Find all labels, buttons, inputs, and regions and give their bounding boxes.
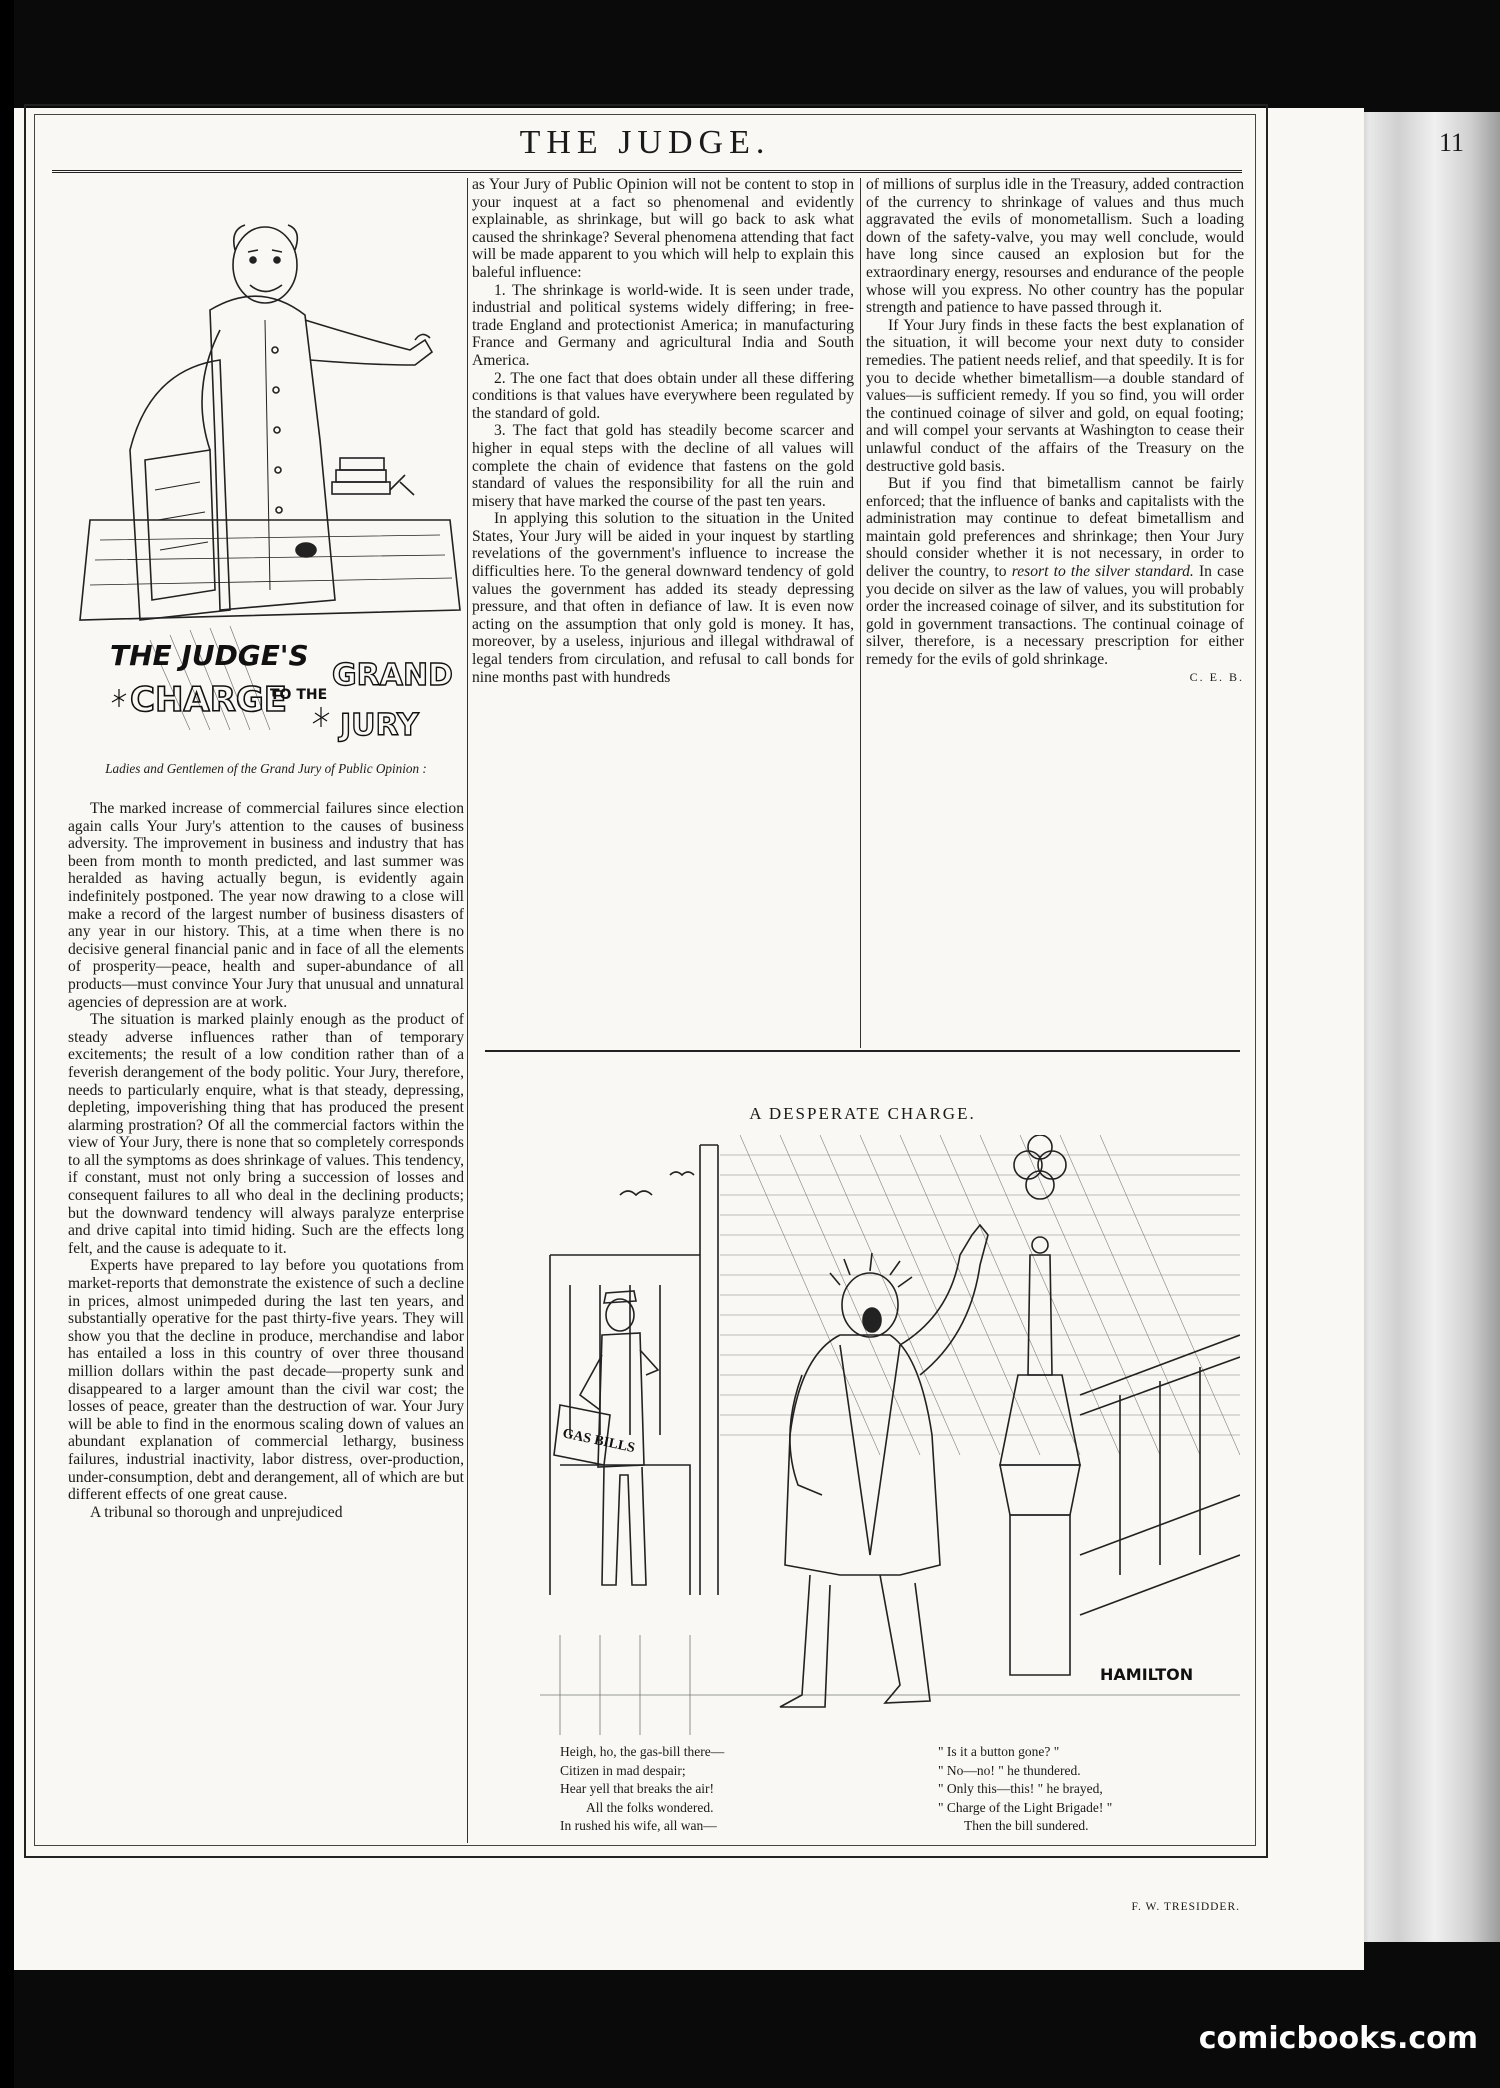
cartoon-rule — [485, 1050, 1240, 1052]
article-column-1 — [68, 800, 464, 1521]
italic-text-run: resort to the silver standard. — [1011, 563, 1194, 581]
paragraph: The marked increase of commercial failures since election again calls Your Jury's attention to the causes of business adversity. The improvement in business and industry that has been from month to month predicted, and last summer was heralded as having actually begun, is evidently again indefinitely postponed. The year now drawing to a close will make a record of the largest number of business disasters of any year in our history. This, at a time when there is no decisive general financial panic and in face of all the elements of prosperity—peace, health and super-abundance of all products—must convince Your Jury that unusual and unnatural agencies of depression are at work. — [68, 800, 464, 1011]
scan-edge — [0, 0, 14, 2088]
masthead-title: THE JUDGE. — [519, 124, 771, 161]
satchel-label: GAS BILLS — [561, 1426, 637, 1457]
paragraph: as Your Jury of Public Opinion will not be content to stop in your inquest at a fact so phenomenal and evidently explainable, as shrinkage, but will go back to ask what caused the shrinkage? Several phenomena attending that fact will be made apparent to you which will help to explain this baleful influence: — [472, 176, 854, 281]
paragraph: The situation is marked plainly enough as the product of steady adverse influences rather than of temporary excitements; the result of a low condition rather than of a feverish derangement of the body politic. Your Jury, therefore, needs to particularly enquire, what is that steady, depressing, depleting, impoverishing thing that has produced the present alarming prostration? Of all the commercial factors within the view of Your Jury, there is none that so completely corresponds to all the symptoms as does shrinkage of values. This tendency, if constant, must not only bring a succession of losses and consequent failures to all who deal in the declining products; but the downward tendency will always paralyze enterprise and drive capital into timid hiding. Such are the effects long felt, and the cause is adequate to it. — [68, 1011, 464, 1257]
paragraph: 1. The shrinkage is world-wide. It is seen under trade, industrial and political systems widely differing; in free-trade England and protectionist America; in manufacturing France and Germany and agricultural India and South America. — [472, 281, 854, 369]
book-page-edges — [1355, 112, 1500, 1942]
paragraph: In applying this solution to the situation in the United States, Your Jury will be aided in your inquest by startling revelations of the government's influence to increase the difficulties here. To the general downward tendency of gold values the government has added its steady depressing pressure, and that often in defiance of law. It is even now acting on the assumption that only gold is money. It has, moreover, by a useless, injurious and illegal withdrawal of legal tenders from circulation, and refusal to call bonds for nine months past with hundreds — [472, 510, 854, 686]
poem-author: F. W. TRESIDDER. — [1131, 1901, 1240, 1913]
column-rule — [860, 178, 861, 1048]
page-number: 11 — [1438, 128, 1464, 157]
poem-line: " Is it a button gone? " — [938, 1744, 1060, 1759]
article-column-3 — [866, 176, 1244, 686]
column-rule — [467, 178, 468, 1843]
paragraph — [866, 475, 1244, 669]
text-run: In case you decide on silver as the law of values, you will probably order the increased coinage of silver, and its substitution for gold in government transactions. The continual coinage of silver, therefore, is a necessary prescription for either remedy for the evils of gold shrinkage. — [866, 563, 1244, 669]
article-headline-art — [100, 625, 470, 750]
paragraph: of millions of surplus idle in the Treasury, added contraction of the currency to shrinkage of values and thus much aggravated the evils of monometallism. Such a loading down of the safety-valve, you may well conclude, would have long since caused an explosion but for the extraordinary energy, resourses and endurance of the people whose will you express. No other country has the popular strength and patience to have passed through it. — [866, 176, 1244, 317]
cartoon-illustration — [540, 1135, 1240, 1735]
art-headline-line1: THE JUDGE'S — [110, 639, 309, 672]
art-headline-jury: JURY — [340, 708, 419, 743]
paragraph: 2. The one fact that does obtain under all these differing conditions is that values have everywhere been regulated by the standard of gold. — [472, 369, 854, 422]
paragraph: 3. The fact that gold has steadily become scarcer and higher in equal steps with the decline of all values will complete the chain of evidence that fastens on the gold standard of values the responsibility for all the ruin and misery that have marked the course of the past ten years. — [472, 422, 854, 510]
poem-line: Heigh, ho, the gas-bill there— — [560, 1744, 725, 1759]
article-column-2 — [472, 176, 854, 686]
masthead-rule — [52, 170, 1242, 173]
poem-line: Citizen in mad despair; — [560, 1762, 686, 1778]
art-headline-grand: GRAND — [332, 658, 453, 693]
paragraph: Experts have prepared to lay before you quotations from market-reports that demonstrate the existence of such a decline in prices, almost unimpeded during the last ten years, and substantially operative for the past thirty-five years. They will show you that the decline in produce, merchandise and labor has entailed a loss in this country of over three thousand million dollars within the past decade—property sunk and disappeared to a larger amount than the civil war cost; the losses of peace, greater than the destruction of war. Your Jury will be able to find in the enormous scaling down of values an abundant explanation of commercial lethargy, business failures, industrial inactivity, labor distress, over-production, under-consumption, debt and derangement, all of which are but different effects of one great cause. — [68, 1257, 464, 1504]
poem-right-stanza — [938, 1743, 1238, 1836]
poem-line: " Only this—this! " he brayed, — [938, 1781, 1103, 1796]
art-headline-to-the: TO THE — [270, 687, 328, 703]
poem-line: " Charge of the Light Brigade! " — [938, 1799, 1113, 1815]
cartoon-title: A DESPERATE CHARGE. — [749, 1104, 976, 1123]
poem-line: All the folks wondered. — [586, 1799, 714, 1815]
art-headline-charge: CHARGE — [130, 680, 288, 720]
text-run: But if you find that bimetallism cannot be fairly enforced; that the influence of banks and capitalists with the administration may continue to defeat bimetallism and maintain gold preferences and shrinkage; then Your Jury should consider whether it is not necessary, in order to deliver the country, to — [866, 475, 1244, 581]
poem-line: In rushed his wife, all wan— — [560, 1818, 717, 1833]
poem-left-stanza — [560, 1743, 860, 1836]
salutation: Ladies and Gentlemen of the Grand Jury of Public Opinion : — [105, 761, 427, 776]
article-signature: C. E. B. — [1189, 669, 1244, 684]
poem-line: " No—no! " he thundered. — [938, 1762, 1081, 1778]
poem-line: Hear yell that breaks the air! — [560, 1781, 715, 1796]
watermark: comicbooks.com — [1198, 2021, 1478, 2056]
artist-signature: HAMILTON — [1100, 1665, 1194, 1684]
poem-line: Then the bill sundered. — [964, 1818, 1089, 1833]
paragraph: A tribunal so thorough and unprejudiced — [90, 1503, 343, 1521]
paragraph: If Your Jury finds in these facts the best explanation of the situation, it will become your next duty to consider remedies. The patient needs relief, and that speedily. It is for you to decide whether bimetallism—a double standard of values—is sufficient remedy. If you so find, you will order the continued coinage of silver and gold, on equal footing; and will compel your servants at Washington to cease their unlawful conduct of the affairs of the Treasury on the destructive gold basis. — [866, 316, 1244, 475]
